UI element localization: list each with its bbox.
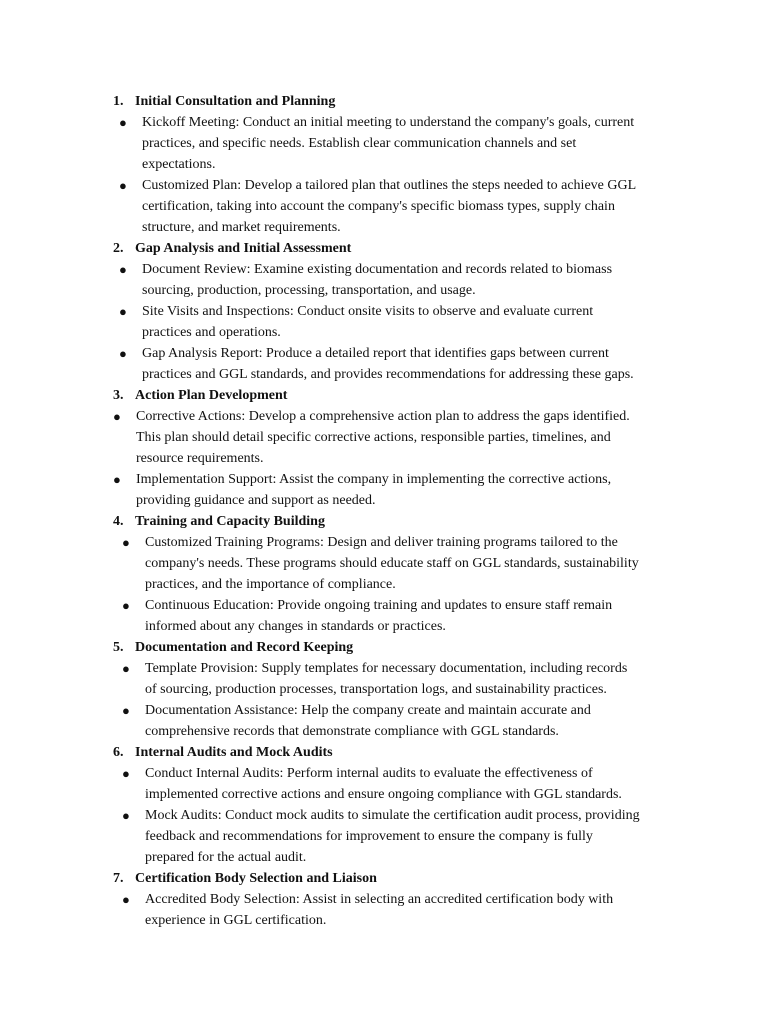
bullet-text	[142, 112, 682, 175]
list-item	[0, 805, 768, 868]
text-line: practices, and the importance of compliance.	[145, 577, 396, 592]
section-title: Internal Audits and Mock Audits	[135, 745, 333, 760]
section-title: Certification Body Selection and Liaison	[135, 871, 377, 886]
text-line: experience in GGL certification.	[145, 913, 327, 928]
list-item	[0, 595, 768, 637]
text-line: sourcing, production, processing, transportation, and usage.	[142, 283, 476, 298]
bullet-list	[0, 532, 768, 637]
bullet-icon: ●	[122, 808, 130, 823]
bullet-list	[0, 259, 768, 385]
text-line: expectations.	[142, 157, 216, 172]
text-line: certification, taking into account the company's specific biomass types, supply chain	[142, 199, 615, 214]
text-line: Documentation Assistance: Help the company create and maintain accurate and	[145, 703, 591, 718]
text-line: Template Provision: Supply templates for necessary documentation, including records	[145, 661, 628, 676]
list-item	[0, 889, 768, 931]
section-title: Initial Consultation and Planning	[135, 94, 336, 109]
section-number: 6.	[113, 745, 124, 760]
text-line: resource requirements.	[136, 451, 264, 466]
section-title: Gap Analysis and Initial Assessment	[135, 241, 352, 256]
bullet-text	[142, 301, 682, 343]
text-line: Corrective Actions: Develop a comprehensive action plan to address the gaps identified.	[136, 409, 630, 424]
section-1	[0, 91, 768, 238]
bullet-text	[145, 658, 685, 700]
text-line: providing guidance and support as needed.	[136, 493, 376, 508]
text-line: of sourcing, production processes, transportation logs, and sustainability practices.	[145, 682, 607, 697]
bullet-icon: ●	[113, 409, 121, 424]
text-line: structure, and market requirements.	[142, 220, 341, 235]
text-line: Customized Training Programs: Design and deliver training programs tailored to the	[145, 535, 618, 550]
document-body	[0, 91, 768, 931]
bullet-list	[0, 889, 768, 931]
section-5	[0, 637, 768, 742]
bullet-icon: ●	[119, 178, 127, 193]
bullet-list	[0, 763, 768, 868]
bullet-icon: ●	[122, 892, 130, 907]
section-heading	[0, 868, 768, 889]
list-item	[0, 301, 768, 343]
section-7	[0, 868, 768, 931]
section-6	[0, 742, 768, 868]
text-line: Accredited Body Selection: Assist in selecting an accredited certification body with	[145, 892, 614, 907]
list-item	[0, 532, 768, 595]
section-heading	[0, 91, 768, 112]
bullet-icon: ●	[119, 115, 127, 130]
bullet-text	[145, 700, 685, 742]
text-line: practices, and specific needs. Establish clear communication channels and set	[142, 136, 577, 151]
section-3	[0, 385, 768, 511]
list-item	[0, 175, 768, 238]
list-item	[0, 259, 768, 301]
text-line: comprehensive records that demonstrate compliance with GGL standards.	[145, 724, 559, 739]
text-line: Implementation Support: Assist the company in implementing the corrective actions,	[136, 472, 612, 487]
text-line: practices and operations.	[142, 325, 281, 340]
bullet-text	[136, 469, 676, 511]
section-heading	[0, 238, 768, 259]
bullet-icon: ●	[122, 703, 130, 718]
text-line: Site Visits and Inspections: Conduct onsite visits to observe and evaluate current	[142, 304, 594, 319]
section-number: 2.	[113, 241, 124, 256]
bullet-text	[145, 595, 685, 637]
section-heading	[0, 637, 768, 658]
section-4	[0, 511, 768, 637]
text-line: implemented corrective actions and ensure ongoing compliance with GGL standards.	[145, 787, 622, 802]
bullet-icon: ●	[122, 535, 130, 550]
section-number: 1.	[113, 94, 124, 109]
bullet-icon: ●	[119, 262, 127, 277]
list-item	[0, 763, 768, 805]
text-line: Document Review: Examine existing documentation and records related to biomass	[142, 262, 613, 277]
section-heading	[0, 385, 768, 406]
text-line: Continuous Education: Provide ongoing training and updates to ensure staff remain	[145, 598, 613, 613]
bullet-icon: ●	[113, 472, 121, 487]
text-line: informed about any changes in standards or practices.	[145, 619, 446, 634]
bullet-icon: ●	[119, 304, 127, 319]
text-line: This plan should detail specific corrective actions, responsible parties, timelines, and	[136, 430, 611, 445]
bullet-text	[145, 763, 685, 805]
bullet-list	[0, 658, 768, 742]
text-line: practices and GGL standards, and provides recommendations for addressing these gaps.	[142, 367, 634, 382]
list-item	[0, 343, 768, 385]
bullet-text	[136, 406, 676, 469]
bullet-text	[145, 805, 685, 868]
list-item	[0, 112, 768, 175]
text-line: Mock Audits: Conduct mock audits to simulate the certification audit process, providing	[145, 808, 640, 823]
section-number: 3.	[113, 388, 124, 403]
bullet-text	[145, 532, 685, 595]
text-line: prepared for the actual audit.	[145, 850, 307, 865]
section-heading	[0, 742, 768, 763]
bullet-icon: ●	[122, 766, 130, 781]
list-item	[0, 700, 768, 742]
bullet-text	[142, 175, 682, 238]
bullet-text	[142, 259, 682, 301]
bullet-text	[145, 889, 685, 931]
text-line: Conduct Internal Audits: Perform internal audits to evaluate the effectiveness of	[145, 766, 593, 781]
list-item	[0, 469, 768, 511]
text-line: Kickoff Meeting: Conduct an initial meeting to understand the company's goals, current	[142, 115, 635, 130]
list-item	[0, 658, 768, 700]
section-heading	[0, 511, 768, 532]
text-line: company's needs. These programs should educate staff on GGL standards, sustainability	[145, 556, 639, 571]
bullet-icon: ●	[122, 661, 130, 676]
text-line: Gap Analysis Report: Produce a detailed report that identifies gaps between current	[142, 346, 609, 361]
section-number: 5.	[113, 640, 124, 655]
bullet-list	[0, 406, 768, 511]
section-number: 7.	[113, 871, 124, 886]
list-item	[0, 406, 768, 469]
bullet-list	[0, 112, 768, 238]
section-title: Training and Capacity Building	[135, 514, 325, 529]
bullet-icon: ●	[119, 346, 127, 361]
section-2	[0, 238, 768, 385]
bullet-icon: ●	[122, 598, 130, 613]
section-number: 4.	[113, 514, 124, 529]
section-title: Documentation and Record Keeping	[135, 640, 354, 655]
text-line: Customized Plan: Develop a tailored plan that outlines the steps needed to achieve GGL	[142, 178, 637, 193]
text-line: feedback and recommendations for improvement to ensure the company is fully	[145, 829, 593, 844]
section-title: Action Plan Development	[135, 388, 288, 403]
bullet-text	[142, 343, 682, 385]
